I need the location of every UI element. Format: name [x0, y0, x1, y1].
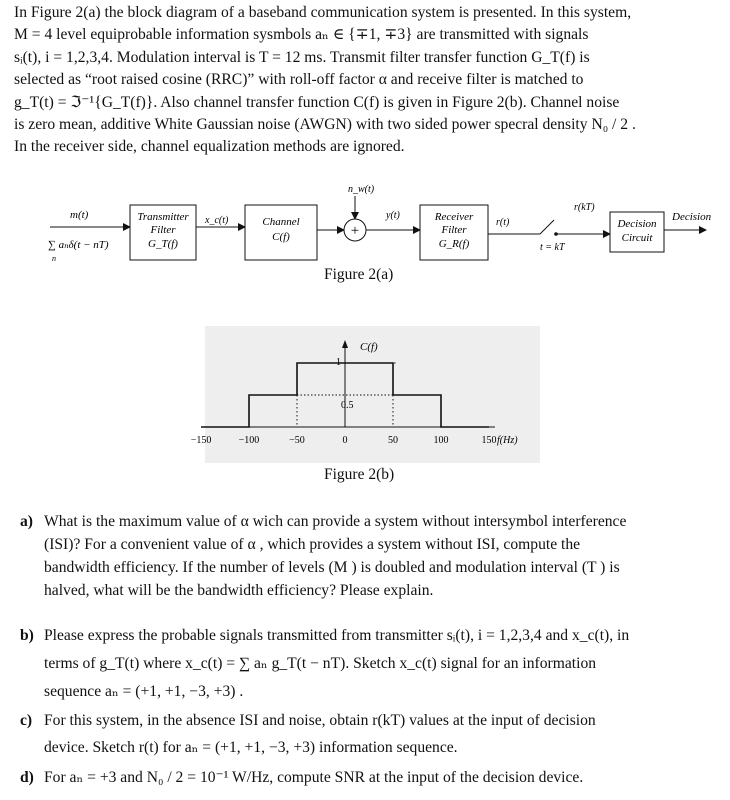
x-tick-label: 150: [481, 435, 497, 446]
question-line: sequence aₙ = (+1, +1, −3, +3) .: [44, 683, 244, 700]
question-line: device. Sketch r(t) for aₙ = (+1, +1, −3, +3) information sequence.: [44, 739, 458, 756]
x-tick-label: −100: [238, 435, 260, 446]
tx-line2: Filter: [150, 224, 176, 236]
channel-response-chart: [190, 326, 540, 463]
question-label: a): [20, 513, 33, 530]
question-line: halved, what will be the bandwidth efficiency? Please explain.: [44, 582, 434, 599]
y-tick-label: 1: [336, 357, 341, 368]
sum-label: ∑ aₙδ(t − nT): [48, 239, 109, 251]
x-tick-label: −150: [190, 435, 212, 446]
rx-line3: G_R(f): [438, 238, 470, 250]
chart-xlabel: f(Hz): [497, 435, 518, 446]
r-label: r(t): [496, 217, 510, 228]
question-line: terms of g_T(t) where x_c(t) = ∑ aₙ g_T(t − nT). Sketch x_c(t) signal for an information: [44, 655, 597, 672]
y-label: y(t): [386, 210, 400, 221]
tx-line1: Transmitter: [137, 211, 189, 223]
decision-line2: Circuit: [621, 232, 653, 244]
intro-line: is zero mean, additive White Gaussian noise (AWGN) with two sided power specral density N₀ / 2 .: [14, 116, 636, 134]
figure-a-caption: Figure 2(a): [324, 266, 394, 283]
chart-ylabel: C(f): [360, 341, 378, 353]
intro-line: selected as “root raised cosine (RRC)” with roll-off factor α and receive filter is matched to: [14, 71, 584, 89]
intro-paragraph: [14, 2, 714, 159]
y-tick-label: 0.5: [341, 400, 354, 411]
channel-line1: Channel: [262, 216, 300, 228]
intro-line: M = 4 level equiprobable information sysmbols aₙ ∈ {∓1, ∓3} are transmitted with signals: [14, 26, 589, 44]
x-tick-label: 50: [388, 435, 398, 446]
plus-icon: +: [350, 223, 360, 239]
noise-label: n_w(t): [348, 184, 375, 195]
question-line: For this system, in the absence ISI and noise, obtain r(kT) values at the input of decision: [44, 712, 596, 729]
block-diagram: [0, 178, 730, 273]
sum-subscript: n: [52, 254, 56, 263]
question-line: bandwidth efficiency. If the number of levels (M ) is doubled and modulation interval (T ) is: [44, 559, 620, 576]
sampler-switch-icon: [540, 220, 554, 234]
decision-line1: Decision: [617, 218, 657, 230]
rx-line1: Receiver: [434, 211, 474, 223]
m-label: m(t): [70, 209, 89, 221]
question-label: d): [20, 769, 34, 786]
question-line: For aₙ = +3 and N₀ / 2 = 10⁻¹ W/Hz, compute SNR at the input of the decision device.: [44, 769, 584, 786]
x-tick-label: −50: [289, 435, 305, 446]
question-line: Please express the probable signals transmitted from transmitter sᵢ(t), i = 1,2,3,4 and x_c(t), in: [44, 627, 630, 644]
xc-label: x_c(t): [205, 215, 229, 226]
question-label: b): [20, 627, 34, 644]
channel-line2: C(f): [272, 231, 290, 243]
rkt-label: r(kT): [574, 202, 595, 213]
switch-label: t = kT: [540, 242, 565, 253]
intro-line: g_T(t) = ℑ⁻¹{G_T(f)}. Also channel transfer function C(f) is given in Figure 2(b). Channel noise: [14, 93, 620, 111]
rx-line2: Filter: [441, 224, 467, 236]
x-tick-label: 100: [433, 435, 449, 446]
figure-b-caption: Figure 2(b): [324, 466, 395, 483]
x-tick-label: 0: [342, 435, 348, 446]
question-line: What is the maximum value of α wich can provide a system without intersymbol interference: [44, 513, 627, 530]
tx-line3: G_T(f): [148, 238, 178, 250]
question-label: c): [20, 712, 33, 729]
intro-line: sᵢ(t), i = 1,2,3,4. Modulation interval is T = 12 ms. Transmit filter transfer function G_T(f) is: [14, 48, 590, 66]
question-line: (ISI)? For a convenient value of α , which provides a system without ISI, compute the: [44, 536, 581, 553]
intro-line: In the receiver side, channel equalization methods are ignored.: [14, 138, 405, 156]
decision-out-label: Decision: [672, 211, 712, 223]
intro-line: In Figure 2(a) the block diagram of a baseband communication system is presented. In this system,: [14, 4, 632, 21]
